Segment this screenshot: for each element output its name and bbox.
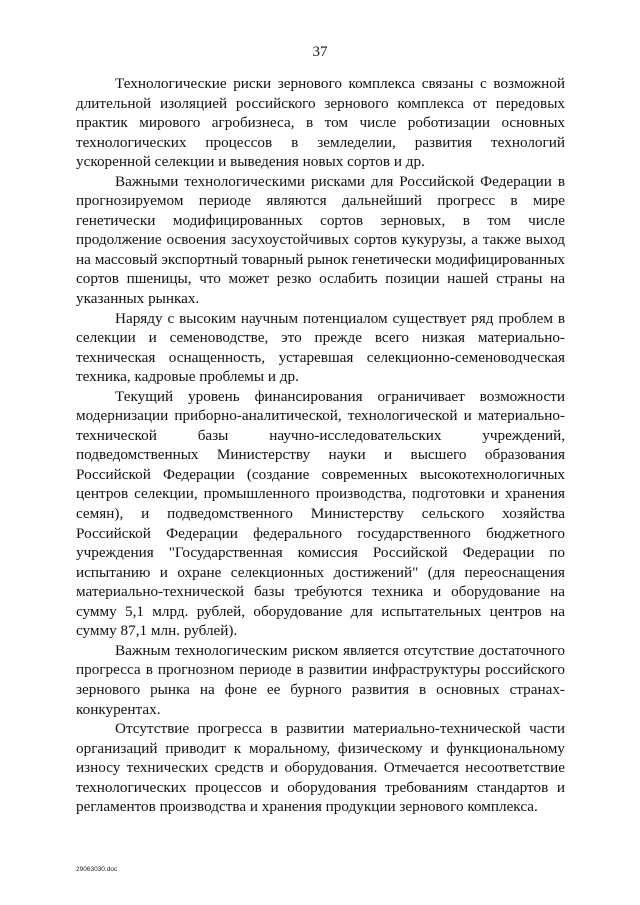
paragraph: Важными технологическими рисками для Российской Федерации в прогнозируемом периоде являются дальнейший прогресс в мире генетически модифицированных сортов зерновых, в том числе продолжение освоения засухоустойчивых сортов кукурузы, а также выход на массовый экспортный товарный рынок генетически модифицированных сортов пшеницы, что может резко ослабить позиции нашей страны на указанных рынках. bbox=[76, 172, 565, 308]
document-body bbox=[76, 74, 565, 817]
paragraph: Отсутствие прогресса в развитии материально-технической части организаций приводит к моральному, физическому и функциональному износу технических средств и оборудования. Отмечается несоответствие технологических процессов и оборудования требованиям стандартов и регламентов производства и хранения продукции зернового комплекса. bbox=[76, 720, 565, 816]
paragraph: Наряду с высоким научным потенциалом существует ряд проблем в селекции и семеноводстве, это прежде всего низкая материально-техническая оснащенность, устаревшая селекционно-семеноводческая техника, кадровые проблемы и др. bbox=[76, 309, 565, 386]
page-number: 37 bbox=[312, 44, 328, 60]
paragraph: Важным технологическим риском является отсутствие достаточного прогресса в прогнозном периоде в развитии инфраструктуры российского зернового рынка на фоне ее бурного развития в основных странах-конкурентах. bbox=[76, 641, 565, 718]
footer-filename: 29063030.doc bbox=[76, 866, 118, 873]
paragraph: Технологические риски зернового комплекса связаны с возможной длительной изоляцией российского зернового комплекса от передовых практик мирового агробизнеса, в том числе роботизации основных технологических процессов в земледелии, развития технологий ускоренной селекции и выведения новых сортов и др. bbox=[76, 75, 565, 171]
paragraph: Текущий уровень финансирования ограничивает возможности модернизации приборно-аналитической, технологической и материально-технической базы научно-исследовательских учреждений, подведомственных Министерству науки и высшего образования Российской Федерации (создание современных высокотехнологичных центров селекции, промышленного производства, подготовки и хранения семян), и подведомственного Министерству сельского хозяйства Российской Федерации федерального государственного бюджетного учреждения "Государственная комиссия Российской Федерации по испытанию и охране селекционных достижений" (для переоснащения материально-технической базы требуются техника и оборудование на сумму 5,1 млрд. рублей, оборудование для испытательных центров на сумму 87,1 млн. рублей). bbox=[76, 387, 565, 640]
